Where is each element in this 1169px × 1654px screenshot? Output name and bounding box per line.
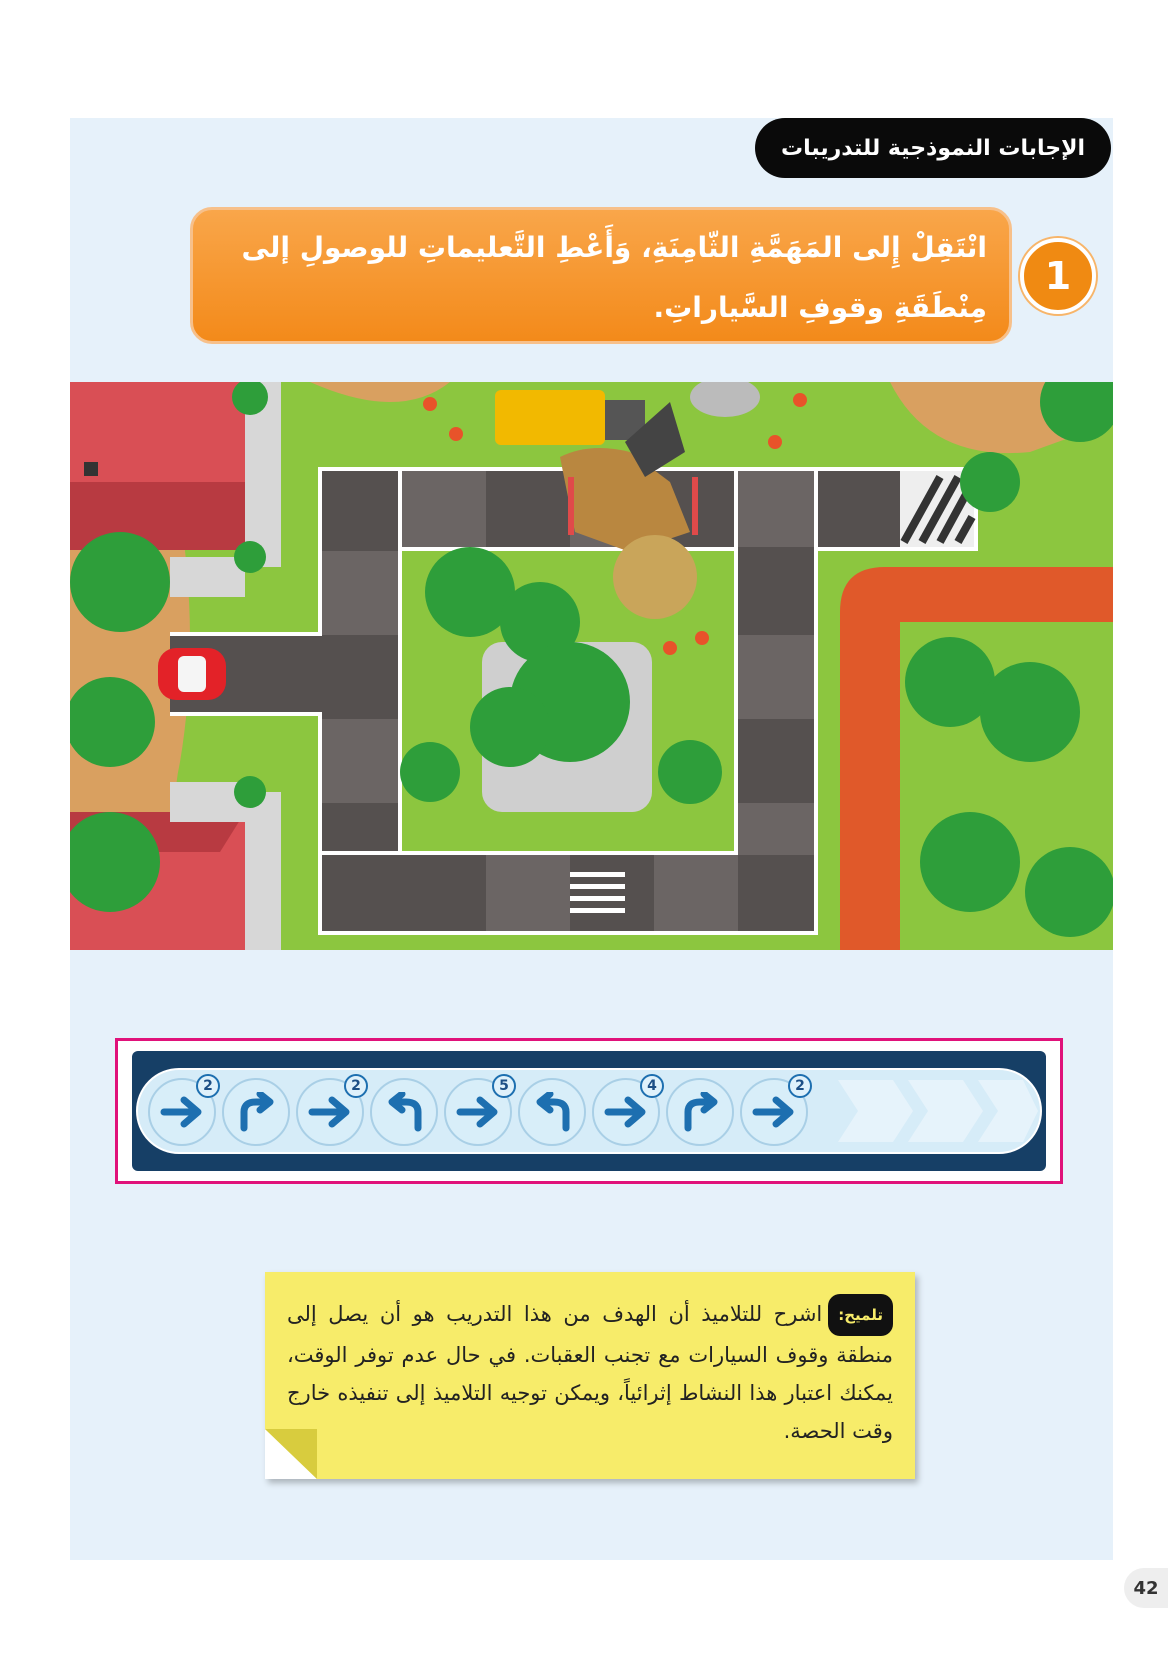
command-count: 2 [788,1074,812,1098]
command-count: 2 [196,1074,220,1098]
turn-right-icon [234,1092,280,1132]
road-barrier-1 [568,477,574,535]
arrow-forward-icon [160,1092,206,1132]
command-bar-frame [115,1038,1063,1184]
page-fold-icon [265,1429,317,1479]
tip-note [265,1272,915,1479]
command-3[interactable] [296,1078,364,1146]
command-count: 4 [640,1074,664,1098]
command-8[interactable] [666,1078,734,1146]
command-6[interactable] [518,1078,586,1146]
arrow-forward-icon [456,1092,502,1132]
command-5[interactable] [444,1078,512,1146]
empty-slots-chevrons [838,1080,1038,1142]
tip-label: تلميح: [828,1294,893,1336]
task-instruction [190,207,1012,344]
page-number [1124,1568,1168,1608]
task-number-badge [1020,238,1096,314]
command-count: 5 [492,1074,516,1098]
turn-left-icon [382,1092,428,1132]
arrow-forward-icon [308,1092,354,1132]
command-9[interactable] [740,1078,808,1146]
command-bar [132,1051,1046,1171]
turn-right-icon [678,1092,724,1132]
red-car [158,648,226,700]
turn-left-icon [530,1092,576,1132]
arrow-forward-icon [752,1092,798,1132]
command-track [136,1068,1042,1154]
tip-content [287,1294,893,1450]
road-barrier-2 [692,477,698,535]
tip-text: اشرح للتلاميذ أن الهدف من هذا التدريب هو أن يصل إلى منطقة وقوف السيارات مع تجنب العقبات. في حال عدم توفر الوقت، يمكنك اعتبار هذا النشاط إثرائياً، ويمكن توجيه التلاميذ إلى تنفيذه خارج وقت الحصة. [287,1302,893,1443]
header-title: الإجابات النموذجية للتدريبات [781,135,1085,161]
command-count: 2 [344,1074,368,1098]
page-number-text: 42 [1133,1577,1159,1599]
task-text: انْتَقِلْ إِلى المَهَمَّةِ الثّامِنَةِ، وَأَعْطِ التَّعليماتِ للوصولِ إلى مِنْطَقَةِ وقوفِ السَّياراتِ. [241,231,987,324]
command-2[interactable] [222,1078,290,1146]
bulldozer [495,390,605,445]
command-1[interactable] [148,1078,216,1146]
task-number: 1 [1044,254,1072,298]
task-map [70,382,1113,950]
arrow-forward-icon [604,1092,650,1132]
command-4[interactable] [370,1078,438,1146]
command-7[interactable] [592,1078,660,1146]
page-header [755,118,1111,178]
